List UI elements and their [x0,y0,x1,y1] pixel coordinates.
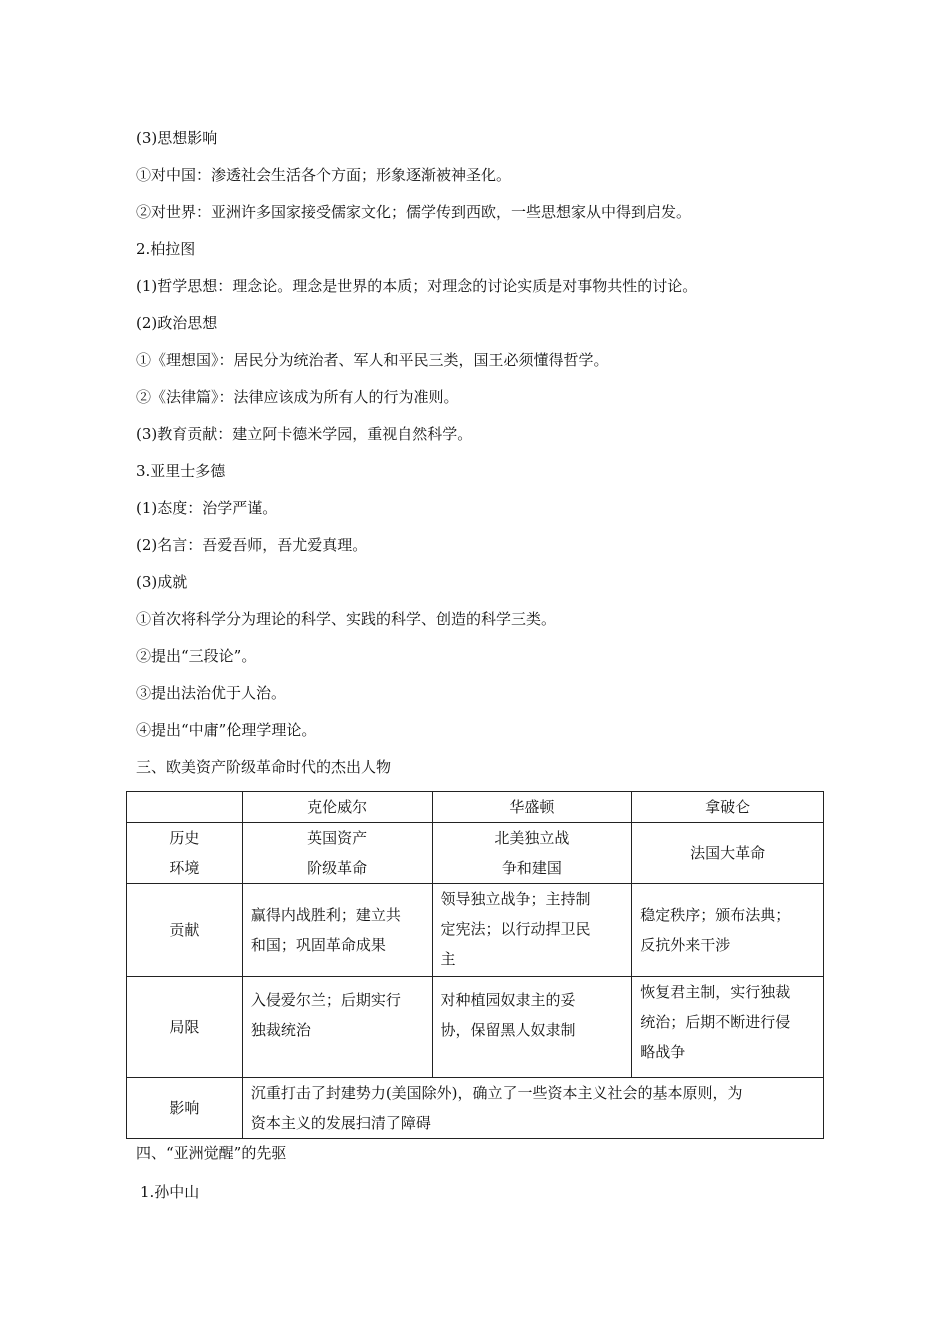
table-row [127,977,824,1078]
cell-text: 争和建国 [501,859,562,877]
text-line: ①对中国：渗透社会生活各个方面；形象逐渐被神圣化。 [136,166,512,184]
section-heading: 2.柏拉图 [136,240,196,258]
cell-text: 定宪法；以行动捍卫民 [440,920,591,938]
table-cell [432,977,632,1078]
cell-text: 恢复君主制，实行独裁 [640,983,791,1001]
table-cell [632,977,824,1078]
row-label: 历史 [169,829,200,847]
row-label-cell [127,823,243,884]
text-line: (3)思想影响 [136,129,218,147]
text-line: (1)态度：治学严谨。 [136,499,278,517]
cell-text: 阶级革命 [307,859,368,877]
table-row [127,884,824,977]
text-line: ①《理想国》：居民分为统治者、军人和平民三类，国王必须懂得哲学。 [136,351,609,369]
row-label: 环境 [169,859,200,877]
table-cell-merged [242,1078,823,1139]
cell-text: 资本主义的发展扫清了障碍 [250,1114,431,1132]
text-line: (1)哲学思想：理念论。理念是世界的本质；对理念的讨论实质是对事物共性的讨论。 [136,277,698,295]
cell-text: 英国资产 [307,829,368,847]
section-heading: 3.亚里士多德 [136,462,226,480]
table-cell [242,823,432,884]
table-row [127,823,824,884]
cell-text: 略战争 [640,1043,686,1061]
table-header-cell: 拿破仑 [632,792,824,823]
table-header-cell: 克伦威尔 [242,792,432,823]
cell-text: 赢得内战胜利；建立共 [250,906,401,924]
cell-text: 北美独立战 [494,829,570,847]
text-line: ②《法律篇》：法律应该成为所有人的行为准则。 [136,388,459,406]
table-header-cell [127,792,243,823]
section-heading: 1.孙中山 [140,1183,200,1201]
row-label-cell: 局限 [127,977,243,1078]
table-header-cell: 华盛顿 [432,792,632,823]
section-heading: 三、欧美资产阶级革命时代的杰出人物 [136,758,392,776]
cell-text: 反抗外来干涉 [640,936,731,954]
cell-text: 沉重打击了封建势力(美国除外)，确立了一些资本主义社会的基本原则，为 [250,1084,743,1102]
cell-text: 协，保留黑人奴隶制 [440,1021,576,1039]
table-cell [632,884,824,977]
cell-text: 独裁统治 [250,1021,311,1039]
text-line: (3)成就 [136,573,188,591]
table-cell [632,823,824,884]
cell-text: 领导独立战争；主持制 [440,890,591,908]
text-line: ①首次将科学分为理论的科学、实践的科学、创造的科学三类。 [136,610,557,628]
table-header-row [127,792,824,823]
cell-text: 法国大革命 [690,844,766,862]
table-cell [242,977,432,1078]
table-row [127,1078,824,1139]
cell-text: 对种植园奴隶主的妥 [440,991,576,1009]
row-label-cell: 贡献 [127,884,243,977]
table-cell [242,884,432,977]
cell-text: 和国；巩固革命成果 [250,936,386,954]
row-label-cell: 影响 [127,1078,243,1139]
text-line: ②提出“三段论”。 [136,647,257,665]
table-cell [432,884,632,977]
text-line: ③提出法治优于人治。 [136,684,287,702]
cell-text: 统治；后期不断进行侵 [640,1013,791,1031]
text-line: ④提出“中庸”伦理学理论。 [136,721,317,739]
cell-text: 稳定秩序；颁布法典； [640,906,791,924]
text-line: (2)政治思想 [136,314,218,332]
text-line: ②对世界：亚洲许多国家接受儒家文化；儒学传到西欧，一些思想家从中得到启发。 [136,203,692,221]
section-heading: 四、“亚洲觉醒”的先驱 [136,1144,287,1162]
text-line: (2)名言：吾爱吾师，吾尤爱真理。 [136,536,368,554]
cell-text: 入侵爱尔兰；后期实行 [250,991,401,1009]
cell-text: 主 [440,950,456,968]
table-cell [432,823,632,884]
figures-table [126,791,824,1139]
text-line: (3)教育贡献：建立阿卡德米学园，重视自然科学。 [136,425,473,443]
